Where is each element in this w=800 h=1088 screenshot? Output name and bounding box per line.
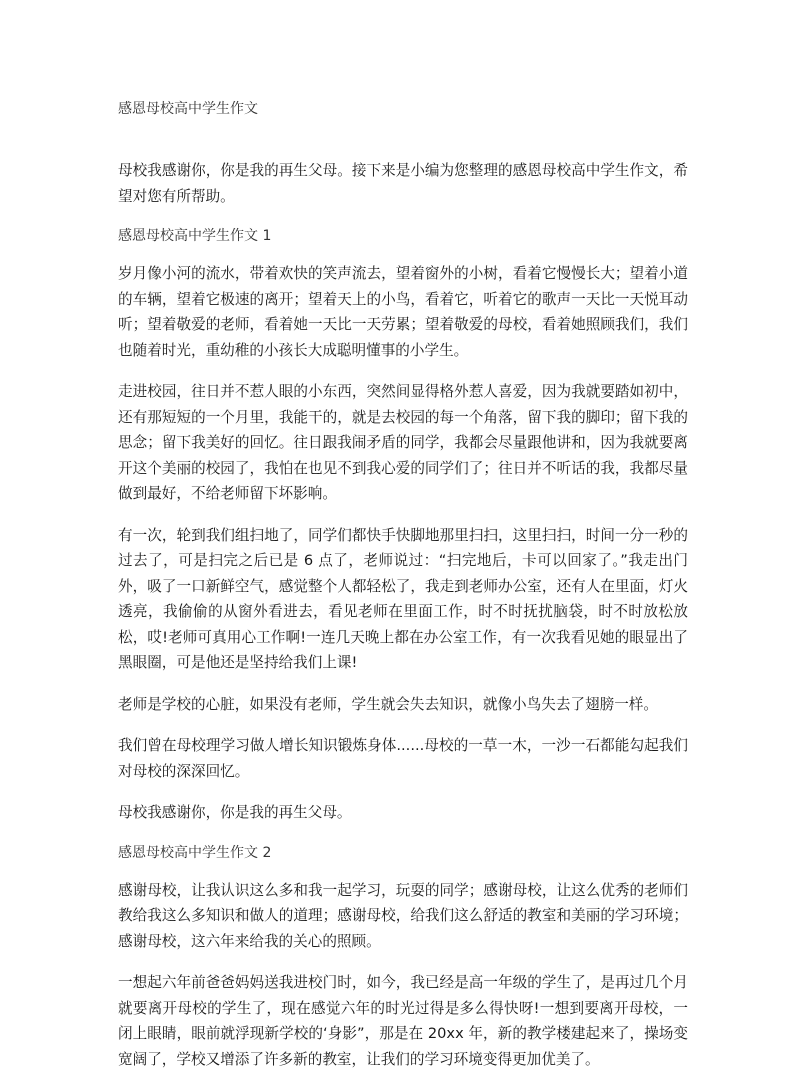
paragraph: 有一次，轮到我们组扫地了，同学们都快手快脚地那里扫扫，这里扫扫，时间一分一秒的过去了，可是扫完之后已是 6 点了，老师说过：“扫完地后，卡可以回家了。”我走出门外，吸了一口新鲜空气，感觉整个人都轻松了，我走到老师办公室，还有人在里面，灯火透亮，我偷偷的从窗外看进去，看见老师在里面工作，时不时抚扰脑袋，时不时放松放松，哎!老师可真用心工作啊!一连几天晚上都在办公室工作，有一次我看见她的眼显出了黑眼圈，可是他还是坚持给我们上课!	[118, 526, 688, 671]
paragraph: 老师是学校的心脏，如果没有老师，学生就会失去知识，就像小鸟失去了翅膀一样。	[118, 695, 658, 713]
document-title: 感恩母校高中学生作文	[118, 101, 258, 117]
intro-paragraph: 母校我感谢你，你是我的再生父母。接下来是小编为您整理的感恩母校高中学生作文，希望对您有所帮助。	[118, 162, 688, 205]
section-heading-2: 感恩母校高中学生作文 2	[118, 844, 272, 861]
document-body	[118, 158, 688, 1088]
paragraph: 一想起六年前爸爸妈妈送我进校门时，如今，我已经是高一年级的学生了，是再过几个月就要离开母校的学生了，现在感觉六年的时光过得是多么得快呀!一想到要离开母校，一闭上眼睛，眼前就浮现新学校的‘身影”，那是在 20xx 年，新的教学楼建起来了，操场变宽阔了，学校又增添了许多新的教室，让我们的学习环境变得更加优美了。	[118, 974, 688, 1068]
paragraph: 我们曾在母校理学习做人增长知识锻炼身体......母校的一草一木，一沙一石都能勾起我们对母校的深深回忆。	[118, 737, 688, 780]
paragraph: 走进校园，往日并不惹人眼的小东西，突然间显得格外惹人喜爱，因为我就要踏如初中，还有那短短的一个月里，我能干的，就是去校园的每一个角落，留下我的脚印；留下我的思念；留下我美好的回忆。往日跟我闹矛盾的同学，我都会尽量跟他讲和，因为我就要离开这个美丽的校园了，我怕在也见不到我心爱的同学们了；往日并不听话的我，我都尽量做到最好，不给老师留下坏影响。	[118, 383, 688, 502]
section-heading-1: 感恩母校高中学生作文 1	[118, 228, 272, 244]
paragraph: 母校我感谢你，你是我的再生父母。	[118, 804, 352, 821]
paragraph: 岁月像小河的流水，带着欢快的笑声流去，望着窗外的小树，看着它慢慢长大；望着小道的车辆，望着它极速的离开；望着天上的小鸟，看着它，听着它的歌声一天比一天悦耳动听；望着敬爱的老师，看着她一天比一天劳累；望着敬爱的母校，看着她照顾我们，我们也随着时光，重幼稚的小孩长大成聪明懂事的小学生。	[118, 265, 688, 359]
paragraph: 感谢母校，让我认识这么多和我一起学习，玩耍的同学；感谢母校，让这么优秀的老师们教给我这么多知识和做人的道理；感谢母校，给我们这么舒适的教室和美丽的学习环境；感谢母校，这六年来给我的关心的照顾。	[118, 881, 688, 950]
